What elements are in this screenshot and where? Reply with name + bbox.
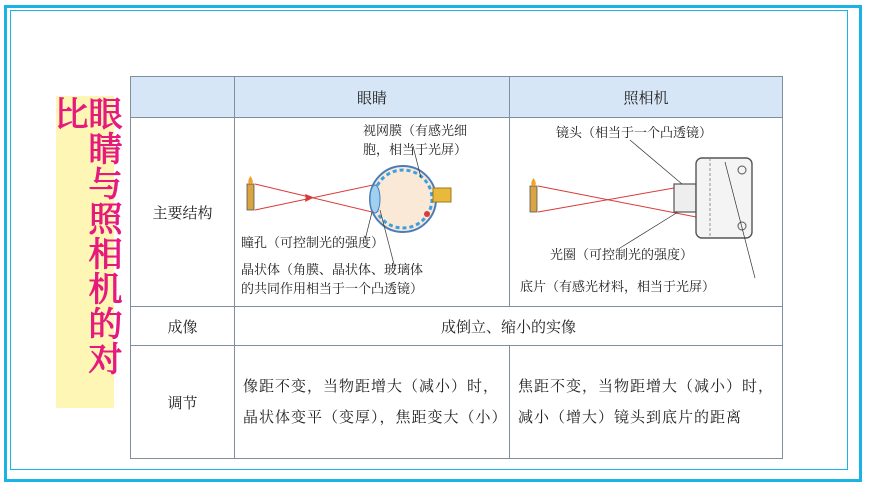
side-title: 眼睛与照相机的对比	[48, 96, 122, 376]
pupil-label: 瞳孔（可控制光的强度）	[241, 236, 385, 251]
image-point	[424, 211, 430, 217]
row-label-adjust: 调节	[131, 346, 235, 459]
header-camera: 照相机	[510, 77, 783, 118]
flame-icon	[248, 176, 253, 184]
adjust-camera-text: 焦距不变，当物距增大（减小）时，减小（增大）镜头到底片的距离	[510, 346, 783, 459]
camera-body	[696, 158, 752, 238]
adjust-eye-text: 像距不变，当物距增大（减小）时，晶状体变平（变厚），焦距变大（小）	[235, 346, 510, 459]
retina-label-2: 胞，相当于光屏）	[363, 143, 468, 158]
camera-flame-icon	[531, 178, 536, 186]
lens-label-1: 晶状体（角膜、晶状体、玻璃体	[241, 263, 424, 278]
optic-nerve	[433, 188, 451, 202]
side-title-box	[48, 96, 122, 408]
comparison-table	[130, 76, 783, 459]
adjust-row	[131, 346, 783, 459]
row-label-image: 成像	[131, 307, 235, 346]
leader-aperture	[620, 212, 678, 248]
film-label: 底片（有感光材料，相当于光屏）	[520, 280, 716, 295]
camera-lens-barrel	[674, 184, 696, 212]
leader-camera-lens	[630, 140, 682, 184]
image-description: 成倒立、缩小的实像	[235, 307, 783, 346]
lens-label-2: 的共同作用相当于一个凸透镜）	[241, 282, 424, 297]
camera-diagram-cell	[510, 118, 783, 307]
structure-row	[131, 118, 783, 307]
header-eye: 眼睛	[235, 77, 510, 118]
header-empty	[131, 77, 235, 118]
retina-label-1: 视网膜（有感光细	[363, 124, 468, 139]
eye-diagram-cell	[235, 118, 510, 307]
eye-lens	[370, 185, 380, 213]
aperture-label: 光圈（可控制光的强度）	[550, 248, 694, 263]
header-row	[131, 77, 783, 118]
camera-lens-label: 镜头（相当于一个凸透镜）	[556, 126, 713, 141]
camera-candle-icon	[530, 186, 537, 212]
image-row	[131, 307, 783, 346]
candle-icon	[247, 184, 254, 210]
row-label-structure: 主要结构	[131, 118, 235, 307]
